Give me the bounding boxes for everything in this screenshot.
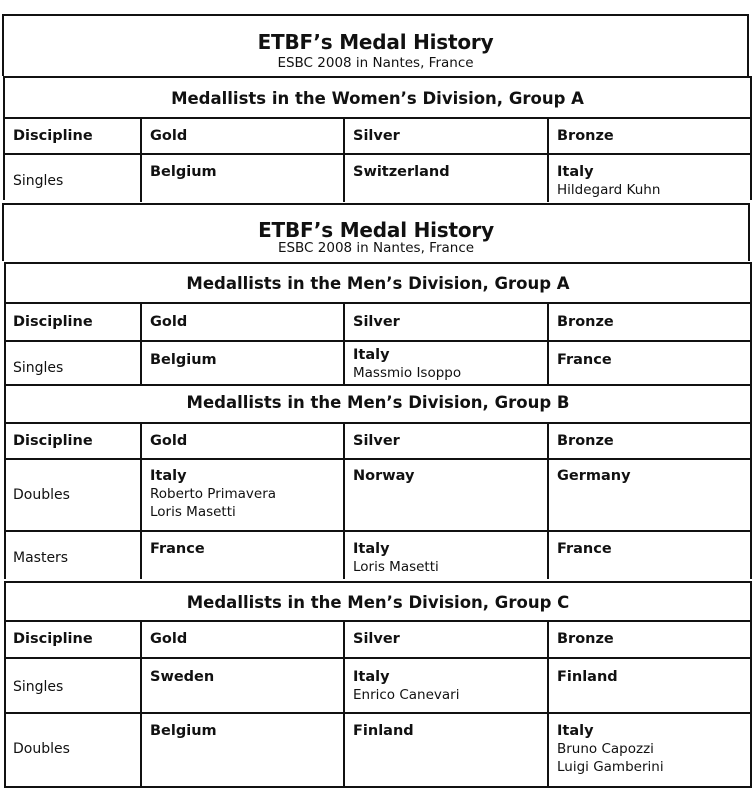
silver-country: Norway: [353, 468, 415, 484]
header-bronze: Bronze: [547, 622, 750, 657]
silver-country: Italy: [353, 541, 390, 557]
header-silver: Silver: [343, 119, 547, 153]
table-men-group-b: [4, 382, 752, 579]
table-title: Medallists in the Men’s Division, Group B: [6, 382, 750, 424]
header-gold: Gold: [140, 119, 343, 153]
gold-cell: [140, 460, 343, 530]
discipline-cell: Doubles: [13, 487, 70, 503]
gold-cell: [140, 714, 343, 786]
bronze-cell: [547, 659, 750, 712]
silver-country: Switzerland: [353, 164, 450, 180]
table-header-row: [6, 622, 750, 659]
table-row: [6, 659, 750, 714]
table-women-group-a: [3, 76, 752, 200]
header-silver: Silver: [343, 622, 547, 657]
header-discipline: Discipline: [13, 314, 93, 330]
discipline-cell: Doubles: [13, 741, 70, 757]
silver-player: Massmio Isoppo: [353, 365, 462, 381]
header-discipline: Discipline: [13, 433, 93, 449]
discipline-cell: Singles: [13, 360, 64, 376]
table-row: [6, 714, 750, 786]
table-header-row: [6, 304, 750, 342]
bronze-country: Finland: [557, 669, 618, 685]
silver-cell: [343, 714, 547, 786]
header-discipline: Discipline: [13, 128, 93, 144]
bronze-country: Italy: [557, 164, 594, 180]
gold-player: Roberto Primavera: [150, 486, 277, 502]
table-title: Medallists in the Women’s Division, Group A: [5, 78, 750, 119]
header-silver: Silver: [343, 304, 547, 340]
silver-player: Enrico Canevari: [353, 687, 460, 703]
gold-country: Sweden: [150, 669, 215, 685]
silver-cell: [343, 460, 547, 530]
bronze-cell: [547, 714, 750, 786]
bronze-country: France: [557, 541, 612, 557]
table-row: [5, 155, 750, 202]
table-title: Medallists in the Men’s Division, Group C: [6, 583, 750, 622]
bronze-cell: [547, 342, 750, 384]
bronze-country: Germany: [557, 468, 631, 484]
page-title: ETBF’s Medal History: [257, 30, 494, 54]
silver-cell: [343, 155, 547, 202]
gold-country: Belgium: [150, 352, 217, 368]
bronze-country: France: [557, 352, 612, 368]
medal-history-header-1: [2, 14, 749, 76]
gold-cell: [140, 532, 343, 579]
page-title: ETBF’s Medal History: [258, 218, 494, 242]
table-row: [6, 532, 750, 579]
bronze-player: Luigi Gamberini: [557, 759, 664, 775]
bronze-player: Hildegard Kuhn: [557, 182, 661, 198]
discipline-cell: Singles: [13, 679, 64, 695]
gold-cell: [140, 659, 343, 712]
gold-cell: [140, 155, 343, 202]
header-gold: Gold: [140, 424, 343, 458]
gold-country: France: [150, 541, 205, 557]
event-subtitle: ESBC 2008 in Nantes, France: [277, 240, 475, 256]
medal-history-header-2: [2, 203, 750, 261]
table-men-group-c: [4, 581, 752, 788]
silver-cell: [343, 532, 547, 579]
header-gold: Gold: [140, 304, 343, 340]
header-bronze: Bronze: [547, 424, 750, 458]
table-header-row: [5, 119, 750, 155]
header-bronze: Bronze: [547, 304, 750, 340]
gold-cell: [140, 342, 343, 384]
header-bronze: Bronze: [547, 119, 750, 153]
table-men-group-a: [4, 262, 752, 384]
silver-country: Italy: [353, 347, 390, 363]
header-discipline: Discipline: [13, 631, 93, 647]
silver-country: Finland: [353, 723, 414, 739]
silver-player: Loris Masetti: [353, 559, 439, 575]
bronze-country: Italy: [557, 723, 594, 739]
table-header-row: [6, 424, 750, 460]
bronze-cell: [547, 460, 750, 530]
gold-player: Loris Masetti: [150, 504, 236, 520]
table-row: [6, 342, 750, 386]
silver-country: Italy: [353, 669, 390, 685]
table-title: Medallists in the Men’s Division, Group A: [6, 264, 750, 304]
bronze-cell: [547, 155, 750, 202]
bronze-player: Bruno Capozzi: [557, 741, 654, 757]
event-subtitle: ESBC 2008 in Nantes, France: [277, 55, 474, 71]
silver-cell: [343, 659, 547, 712]
silver-cell: [343, 342, 547, 384]
header-silver: Silver: [343, 424, 547, 458]
gold-country: Belgium: [150, 723, 217, 739]
table-row: [6, 460, 750, 532]
discipline-cell: Singles: [13, 173, 64, 189]
discipline-cell: Masters: [13, 550, 69, 566]
bronze-cell: [547, 532, 750, 579]
header-gold: Gold: [140, 622, 343, 657]
gold-country: Belgium: [150, 164, 217, 180]
gold-country: Italy: [150, 468, 187, 484]
